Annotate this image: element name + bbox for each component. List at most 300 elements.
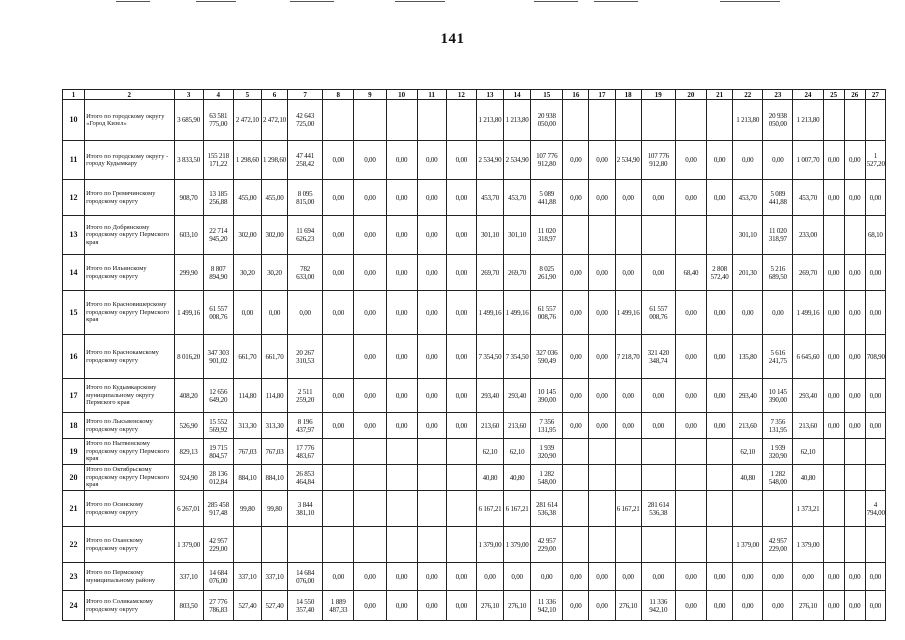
value-cell: 47 441 258,42: [288, 141, 323, 180]
value-cell: [865, 439, 885, 465]
value-cell: 0,00: [386, 216, 417, 255]
value-cell: 2 534,90: [615, 141, 641, 180]
value-cell: 0,00: [844, 335, 865, 379]
value-cell: 293,40: [476, 379, 503, 413]
value-cell: 0,00: [288, 291, 323, 335]
value-cell: [823, 439, 844, 465]
value-cell: 293,40: [504, 379, 531, 413]
value-cell: [707, 216, 733, 255]
value-cell: 0,00: [763, 563, 793, 591]
value-cell: 213,60: [793, 413, 823, 439]
value-cell: 0,00: [417, 255, 446, 291]
value-cell: 0,00: [675, 335, 706, 379]
value-cell: [865, 465, 885, 491]
value-cell: 829,13: [174, 439, 203, 465]
value-cell: 0,00: [763, 291, 793, 335]
value-cell: 107 776 912,80: [531, 141, 563, 180]
value-cell: 63 581 775,00: [203, 100, 233, 141]
value-cell: 0,00: [844, 563, 865, 591]
value-cell: 0,00: [615, 413, 641, 439]
value-cell: 0,00: [354, 216, 386, 255]
value-cell: 767,03: [261, 439, 287, 465]
value-cell: 0,00: [823, 141, 844, 180]
value-cell: 0,00: [417, 141, 446, 180]
value-cell: 0,00: [446, 255, 476, 291]
value-cell: 0,00: [793, 563, 823, 591]
value-cell: 15 552 569,92: [203, 413, 233, 439]
row-name: Итого по Нытвенскому городскому округу Пермского края: [85, 439, 174, 465]
value-cell: 269,70: [504, 255, 531, 291]
value-cell: 0,00: [823, 180, 844, 216]
value-cell: 0,00: [354, 180, 386, 216]
column-header: 10: [386, 90, 417, 100]
value-cell: 0,00: [323, 413, 354, 439]
value-cell: 0,00: [354, 291, 386, 335]
value-cell: [763, 491, 793, 527]
value-cell: 0,00: [707, 379, 733, 413]
value-cell: 0,00: [476, 563, 503, 591]
value-cell: [323, 439, 354, 465]
value-cell: 8 095 815,00: [288, 180, 323, 216]
value-cell: 27 776 786,83: [203, 591, 233, 621]
value-cell: 0,00: [323, 141, 354, 180]
row-number: 15: [63, 291, 85, 335]
value-cell: 269,70: [476, 255, 503, 291]
value-cell: 0,00: [563, 563, 589, 591]
value-cell: 20 267 310,53: [288, 335, 323, 379]
value-cell: 661,70: [233, 335, 261, 379]
value-cell: 0,00: [707, 413, 733, 439]
column-header: 17: [589, 90, 615, 100]
value-cell: 2 472,10: [261, 100, 287, 141]
value-cell: 1 379,00: [733, 527, 763, 563]
value-cell: 0,00: [641, 379, 675, 413]
value-cell: 1 213,80: [504, 100, 531, 141]
value-cell: 301,10: [733, 216, 763, 255]
value-cell: [733, 491, 763, 527]
row-number: 10: [63, 100, 85, 141]
value-cell: 99,80: [261, 491, 287, 527]
value-cell: 5 616 241,75: [763, 335, 793, 379]
row-number: 24: [63, 591, 85, 621]
value-cell: 1 499,16: [504, 291, 531, 335]
value-cell: 8 807 894,90: [203, 255, 233, 291]
table-row: [63, 379, 886, 413]
value-cell: [844, 491, 865, 527]
value-cell: [386, 465, 417, 491]
value-cell: 0,00: [641, 413, 675, 439]
table-row: [63, 255, 886, 291]
value-cell: 0,00: [707, 180, 733, 216]
value-cell: 0,00: [707, 291, 733, 335]
value-cell: 0,00: [386, 413, 417, 439]
value-cell: 3 844 381,10: [288, 491, 323, 527]
row-name: Итого по Осинскому городскому округу: [85, 491, 174, 527]
value-cell: [446, 465, 476, 491]
value-cell: 19 715 804,57: [203, 439, 233, 465]
value-cell: 0,00: [417, 591, 446, 621]
value-cell: [589, 465, 615, 491]
value-cell: 26 853 464,84: [288, 465, 323, 491]
value-cell: [563, 465, 589, 491]
value-cell: [844, 216, 865, 255]
value-cell: 40,80: [733, 465, 763, 491]
value-cell: 0,00: [823, 379, 844, 413]
value-cell: 62,10: [733, 439, 763, 465]
value-cell: 0,00: [615, 180, 641, 216]
value-cell: 908,70: [174, 180, 203, 216]
value-cell: 7 218,70: [615, 335, 641, 379]
value-cell: 40,80: [476, 465, 503, 491]
value-cell: [288, 527, 323, 563]
value-cell: 40,80: [793, 465, 823, 491]
value-cell: 1 373,21: [793, 491, 823, 527]
value-cell: 5 089 441,88: [763, 180, 793, 216]
value-cell: 0,00: [354, 379, 386, 413]
column-header: 24: [793, 90, 823, 100]
value-cell: 0,00: [675, 180, 706, 216]
value-cell: 0,00: [386, 335, 417, 379]
value-cell: [386, 491, 417, 527]
value-cell: 0,00: [446, 563, 476, 591]
value-cell: 0,00: [844, 291, 865, 335]
value-cell: 0,00: [844, 141, 865, 180]
value-cell: 0,00: [323, 216, 354, 255]
value-cell: 0,00: [733, 291, 763, 335]
value-cell: 14 550 357,40: [288, 591, 323, 621]
value-cell: 0,00: [733, 591, 763, 621]
value-cell: 453,70: [504, 180, 531, 216]
value-cell: 6 167,21: [504, 491, 531, 527]
value-cell: [823, 527, 844, 563]
value-cell: 2 534,90: [504, 141, 531, 180]
value-cell: 0,00: [589, 413, 615, 439]
value-cell: 0,00: [865, 180, 885, 216]
table-row: [63, 465, 886, 491]
table-row: [63, 180, 886, 216]
row-number: 22: [63, 527, 85, 563]
value-cell: [589, 491, 615, 527]
row-number: 17: [63, 379, 85, 413]
value-cell: 0,00: [323, 379, 354, 413]
page-number: 141: [440, 31, 465, 47]
value-cell: 527,40: [233, 591, 261, 621]
value-cell: 0,00: [763, 591, 793, 621]
value-cell: 62,10: [476, 439, 503, 465]
row-name: Итого по Краснокамскому городскому округу: [85, 335, 174, 379]
value-cell: 527,40: [261, 591, 287, 621]
value-cell: 0,00: [675, 413, 706, 439]
value-cell: 1 282 548,00: [763, 465, 793, 491]
value-cell: 408,20: [174, 379, 203, 413]
row-name: Итого по Добрянскому городскому округу Пермского края: [85, 216, 174, 255]
value-cell: 0,00: [417, 413, 446, 439]
value-cell: [417, 527, 446, 563]
value-cell: 6 645,60: [793, 335, 823, 379]
row-name: Итого по Красновишерскому городскому округу Пермского края: [85, 291, 174, 335]
value-cell: 0,00: [641, 180, 675, 216]
value-cell: 0,00: [563, 335, 589, 379]
column-header: 22: [733, 90, 763, 100]
value-cell: 347 303 901,02: [203, 335, 233, 379]
row-name: Итого по Гремячинскому городскому округу: [85, 180, 174, 216]
value-cell: 0,00: [865, 379, 885, 413]
value-cell: [707, 527, 733, 563]
value-cell: 40,80: [504, 465, 531, 491]
value-cell: 0,00: [323, 255, 354, 291]
value-cell: 0,00: [823, 255, 844, 291]
value-cell: [417, 491, 446, 527]
value-cell: 0,00: [563, 591, 589, 621]
budget-table: [62, 89, 886, 621]
row-number: 12: [63, 180, 85, 216]
value-cell: 0,00: [386, 255, 417, 291]
column-header: 6: [261, 90, 287, 100]
value-cell: [563, 216, 589, 255]
value-cell: 0,00: [354, 413, 386, 439]
value-cell: 1 939 320,90: [763, 439, 793, 465]
value-cell: [641, 527, 675, 563]
value-cell: 0,00: [446, 216, 476, 255]
table-row: [63, 563, 886, 591]
value-cell: 0,00: [417, 335, 446, 379]
value-cell: [615, 216, 641, 255]
value-cell: 2 472,10: [233, 100, 261, 141]
value-cell: 0,00: [417, 180, 446, 216]
value-cell: [844, 439, 865, 465]
value-cell: [354, 527, 386, 563]
table-row: [63, 100, 886, 141]
value-cell: [323, 465, 354, 491]
column-header: 27: [865, 90, 885, 100]
value-cell: [641, 216, 675, 255]
value-cell: 0,00: [323, 563, 354, 591]
value-cell: 20 938 050,00: [531, 100, 563, 141]
value-cell: [844, 100, 865, 141]
value-cell: 114,80: [233, 379, 261, 413]
value-cell: 293,40: [793, 379, 823, 413]
value-cell: 42 957 229,00: [203, 527, 233, 563]
value-cell: 3 833,50: [174, 141, 203, 180]
value-cell: 233,00: [793, 216, 823, 255]
value-cell: 1 939 320,90: [531, 439, 563, 465]
value-cell: 0,00: [589, 291, 615, 335]
value-cell: 0,00: [865, 563, 885, 591]
value-cell: [707, 491, 733, 527]
value-cell: 68,10: [865, 216, 885, 255]
value-cell: 20 938 050,00: [763, 100, 793, 141]
row-name: Итого по Октябрьскому городскому округу Пермского края: [85, 465, 174, 491]
value-cell: 0,00: [589, 141, 615, 180]
table-row: [63, 141, 886, 180]
value-cell: [386, 527, 417, 563]
value-cell: 337,10: [233, 563, 261, 591]
value-cell: 0,00: [733, 563, 763, 591]
value-cell: 0,00: [386, 379, 417, 413]
value-cell: [417, 100, 446, 141]
value-cell: 14 684 076,00: [288, 563, 323, 591]
value-cell: 0,00: [675, 563, 706, 591]
value-cell: 455,00: [261, 180, 287, 216]
row-number: 14: [63, 255, 85, 291]
value-cell: 0,00: [446, 413, 476, 439]
value-cell: 0,00: [261, 291, 287, 335]
header-row: [63, 90, 886, 100]
row-name: Итого по Лысьвенскому городскому округу: [85, 413, 174, 439]
value-cell: 61 557 008,76: [203, 291, 233, 335]
value-cell: [417, 465, 446, 491]
value-cell: 6 167,21: [615, 491, 641, 527]
value-cell: 11 020 318,97: [531, 216, 563, 255]
value-cell: 0,00: [675, 141, 706, 180]
value-cell: 0,00: [615, 379, 641, 413]
value-cell: [446, 439, 476, 465]
column-header: 1: [63, 90, 85, 100]
value-cell: 313,30: [261, 413, 287, 439]
value-cell: 0,00: [323, 291, 354, 335]
value-cell: [323, 335, 354, 379]
value-cell: 0,00: [844, 255, 865, 291]
value-cell: 0,00: [865, 413, 885, 439]
value-cell: 302,00: [261, 216, 287, 255]
value-cell: 1 007,70: [793, 141, 823, 180]
value-cell: 0,00: [865, 291, 885, 335]
value-cell: 42 957 229,00: [763, 527, 793, 563]
row-name: Итого по Пермскому муниципальному району: [85, 563, 174, 591]
value-cell: 453,70: [476, 180, 503, 216]
column-header: 5: [233, 90, 261, 100]
value-cell: 62,10: [504, 439, 531, 465]
value-cell: 301,10: [504, 216, 531, 255]
value-cell: 22 714 945,20: [203, 216, 233, 255]
value-cell: 13 185 256,88: [203, 180, 233, 216]
value-cell: 2 511 259,20: [288, 379, 323, 413]
value-cell: 0,00: [563, 291, 589, 335]
table-row: [63, 413, 886, 439]
value-cell: [615, 527, 641, 563]
row-number: 21: [63, 491, 85, 527]
row-number: 19: [63, 439, 85, 465]
top-rules: [0, 0, 905, 6]
row-number: 23: [63, 563, 85, 591]
value-cell: [589, 100, 615, 141]
value-cell: 281 614 536,38: [641, 491, 675, 527]
value-cell: 0,00: [417, 216, 446, 255]
value-cell: 0,00: [417, 379, 446, 413]
value-cell: 107 776 912,80: [641, 141, 675, 180]
value-cell: 0,00: [589, 255, 615, 291]
value-cell: 0,00: [589, 335, 615, 379]
value-cell: 0,00: [386, 291, 417, 335]
table-row: [63, 439, 886, 465]
value-cell: 884,10: [233, 465, 261, 491]
value-cell: 0,00: [446, 379, 476, 413]
value-cell: 0,00: [589, 591, 615, 621]
value-cell: 313,30: [233, 413, 261, 439]
value-cell: 0,00: [844, 180, 865, 216]
value-cell: 7 356 131,95: [531, 413, 563, 439]
value-cell: 276,10: [615, 591, 641, 621]
value-cell: [615, 439, 641, 465]
value-cell: [323, 100, 354, 141]
value-cell: 269,70: [793, 255, 823, 291]
value-cell: 1 499,16: [793, 291, 823, 335]
column-header: 13: [476, 90, 503, 100]
value-cell: [563, 439, 589, 465]
value-cell: 0,00: [354, 141, 386, 180]
value-cell: 0,00: [386, 563, 417, 591]
column-header: 15: [531, 90, 563, 100]
value-cell: 0,00: [707, 335, 733, 379]
value-cell: 0,00: [823, 591, 844, 621]
row-name: Итого по Кудымкарскому муниципальному округу Пермского края: [85, 379, 174, 413]
column-header: 11: [417, 90, 446, 100]
value-cell: 1 379,00: [476, 527, 503, 563]
value-cell: [823, 100, 844, 141]
value-cell: 1 499,16: [615, 291, 641, 335]
value-cell: 7 356 131,95: [763, 413, 793, 439]
value-cell: 0,00: [446, 141, 476, 180]
value-cell: [563, 100, 589, 141]
value-cell: 0,00: [531, 563, 563, 591]
value-cell: [589, 439, 615, 465]
value-cell: [323, 527, 354, 563]
value-cell: 17 776 483,67: [288, 439, 323, 465]
value-cell: 30,20: [261, 255, 287, 291]
row-number: 16: [63, 335, 85, 379]
table-row: [63, 527, 886, 563]
table-row: [63, 216, 886, 255]
value-cell: [563, 491, 589, 527]
value-cell: 0,00: [733, 141, 763, 180]
value-cell: 1 499,16: [476, 291, 503, 335]
value-cell: 285 458 917,48: [203, 491, 233, 527]
value-cell: 453,70: [733, 180, 763, 216]
value-cell: 155 218 171,22: [203, 141, 233, 180]
value-cell: 0,00: [763, 141, 793, 180]
value-cell: [354, 491, 386, 527]
value-cell: 0,00: [707, 591, 733, 621]
value-cell: [675, 100, 706, 141]
value-cell: 455,00: [233, 180, 261, 216]
row-name: Итого по Оханскому городскому округу: [85, 527, 174, 563]
row-name: Итого по Соликамскому городскому округу: [85, 591, 174, 621]
row-number: 13: [63, 216, 85, 255]
value-cell: 61 557 008,76: [641, 291, 675, 335]
value-cell: 10 145 390,00: [531, 379, 563, 413]
value-cell: 0,00: [641, 255, 675, 291]
value-cell: 0,00: [563, 255, 589, 291]
value-cell: [354, 439, 386, 465]
value-cell: 0,00: [823, 413, 844, 439]
value-cell: [354, 465, 386, 491]
value-cell: [233, 527, 261, 563]
value-cell: [446, 100, 476, 141]
column-header: 14: [504, 90, 531, 100]
value-cell: 1 889 487,33: [323, 591, 354, 621]
value-cell: 42 957 229,00: [531, 527, 563, 563]
value-cell: 0,00: [446, 591, 476, 621]
value-cell: 6 167,21: [476, 491, 503, 527]
column-header: 8: [323, 90, 354, 100]
row-number: 20: [63, 465, 85, 491]
value-cell: 0,00: [323, 180, 354, 216]
value-cell: [707, 439, 733, 465]
value-cell: 213,60: [733, 413, 763, 439]
value-cell: 1 379,00: [174, 527, 203, 563]
value-cell: 0,00: [675, 591, 706, 621]
value-cell: 68,40: [675, 255, 706, 291]
